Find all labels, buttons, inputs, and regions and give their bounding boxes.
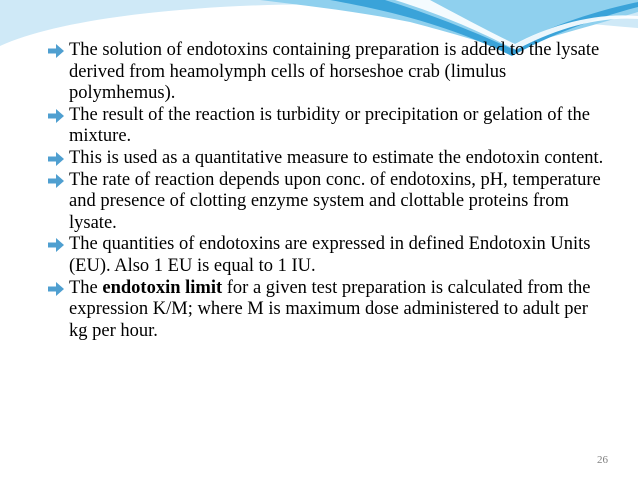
bullet-item (48, 170, 608, 235)
right-arrow-bullet-icon (48, 152, 64, 166)
bullet-item (48, 148, 608, 170)
right-arrow-bullet-icon (48, 282, 64, 296)
bullet-text: The result of the reaction is turbidity or precipitation or gelation of the mixture. (69, 104, 590, 147)
right-arrow-bullet-icon (48, 174, 64, 188)
page-number: 26 (597, 454, 608, 466)
bullet-list (48, 40, 608, 342)
bullet-text: The rate of reaction depends upon conc. of endotoxins, pH, temperature and presence of clotting enzyme system and clottable proteins from lysate. (69, 169, 601, 233)
bullet-text-bold: endotoxin limit (102, 277, 223, 298)
right-arrow-bullet-icon (48, 238, 64, 252)
bullet-text: This is used as a quantitative measure to estimate the endotoxin content. (69, 147, 604, 168)
right-arrow-bullet-icon (48, 44, 64, 58)
right-arrow-bullet-icon (48, 109, 64, 123)
bullet-text-suffix: for a given test preparation is calculated from the expression K/M; where M is maximum dose administered to adult per kg per hour. (69, 277, 591, 341)
bullet-item (48, 278, 608, 343)
bullet-item (48, 105, 608, 148)
bullet-item (48, 234, 608, 277)
bullet-text: The quantities of endotoxins are expressed in defined Endotoxin Units (EU). Also 1 EU is equal to 1 IU. (69, 234, 591, 276)
bullet-text: The solution of endotoxins containing preparation is added to the lysate derived from heamolymph cells of horseshoe crab (limulus polymhemus). (69, 40, 600, 104)
bullet-text-prefix: The (69, 277, 103, 298)
bullet-item (48, 40, 608, 105)
